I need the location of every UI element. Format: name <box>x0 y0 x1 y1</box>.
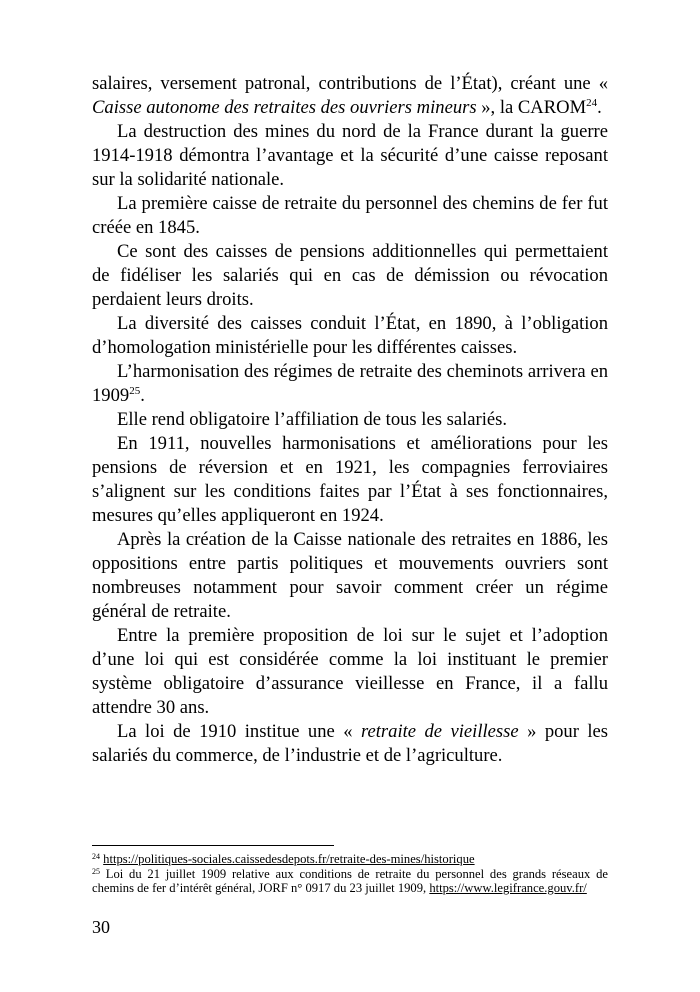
paragraph-1 <box>92 72 608 120</box>
footnote-divider <box>92 845 334 846</box>
paragraph-11-after: » pour les salariés du commerce, de l’industrie et de l’agriculture. <box>92 721 609 766</box>
footnote-ref-25[interactable]: 25 <box>129 385 141 397</box>
footnote-25 <box>92 867 608 896</box>
footnote-25-number: 25 <box>92 866 100 876</box>
paragraph-10: Entre la première proposition de loi sur le sujet et l’adoption d’une loi qui est considérée comme la loi instituant le premier système obligatoire d’assurance vieillesse en France, il a fallu attendre 30 ans. <box>92 625 608 718</box>
paragraph-4: Ce sont des caisses de pensions additionnelles qui permettaient de fidéliser les salariés qui en cas de démission ou révocation perdaient leurs droits. <box>92 241 608 310</box>
footnote-24-number: 24 <box>92 852 100 861</box>
paragraph-5: La diversité des caisses conduit l’État, en 1890, à l’obligation d’homologation ministérielle pour les différentes caisses. <box>92 313 608 358</box>
page-number: 30 <box>92 917 110 937</box>
paragraph-6 <box>92 360 608 408</box>
paragraph-1-end: . <box>597 97 602 118</box>
paragraph-6-end: . <box>140 385 145 406</box>
paragraph-3: La première caisse de retraite du personnel des chemins de fer fut créée en 1845. <box>92 193 608 238</box>
paragraph-9: Après la création de la Caisse nationale des retraites en 1886, les oppositions entre partis politiques et mouvements ouvriers sont nombreuses notamment pour savoir comment créer un régime général de retraite. <box>92 529 608 622</box>
paragraph-1-after: », la CAROM <box>476 97 587 118</box>
paragraph-1-italic: Caisse autonome des retraites des ouvriers mineurs <box>92 97 477 118</box>
paragraph-7: Elle rend obligatoire l’affiliation de tous les salariés. <box>117 409 508 430</box>
footnote-24-link[interactable]: https://politiques-sociales.caissedesdepots.fr/retraite-des-mines/historique <box>103 852 475 866</box>
paragraph-11 <box>92 720 608 768</box>
footnote-25-link[interactable]: https://www.legifrance.gouv.fr/ <box>429 881 587 896</box>
paragraph-11-italic: retraite de vieillesse <box>360 721 519 742</box>
paragraph-11-text: La loi de 1910 institue une « <box>117 721 361 742</box>
paragraph-2: La destruction des mines du nord de la France durant la guerre 1914-1918 démontra l’avantage et la sécurité d’une caisse reposant sur la solidarité nationale. <box>92 121 608 190</box>
footnote-24 <box>92 852 608 867</box>
footnote-ref-24[interactable]: 24 <box>586 97 598 109</box>
paragraph-6-text: L’harmonisation des régimes de retraite des cheminots arrivera en 1909 <box>92 361 608 406</box>
body-text <box>92 72 608 768</box>
footnote-25-text: Loi du 21 juillet 1909 relative aux conditions de retraite du personnel des grands réseaux de chemins de fer d’intérêt général, JORF n° 0917 du 23 juillet 1909, <box>92 866 608 896</box>
paragraph-8: En 1911, nouvelles harmonisations et améliorations pour les pensions de réversion et en 1921, les compagnies ferroviaires s’alignent sur les conditions faites par l’État à ses fonctionnaires, mesures qu’elles appliqueront en 1924. <box>92 433 608 526</box>
footnotes <box>92 852 608 896</box>
paragraph-1-text: salaires, versement patronal, contributions de l’État), créant une « <box>92 73 608 94</box>
